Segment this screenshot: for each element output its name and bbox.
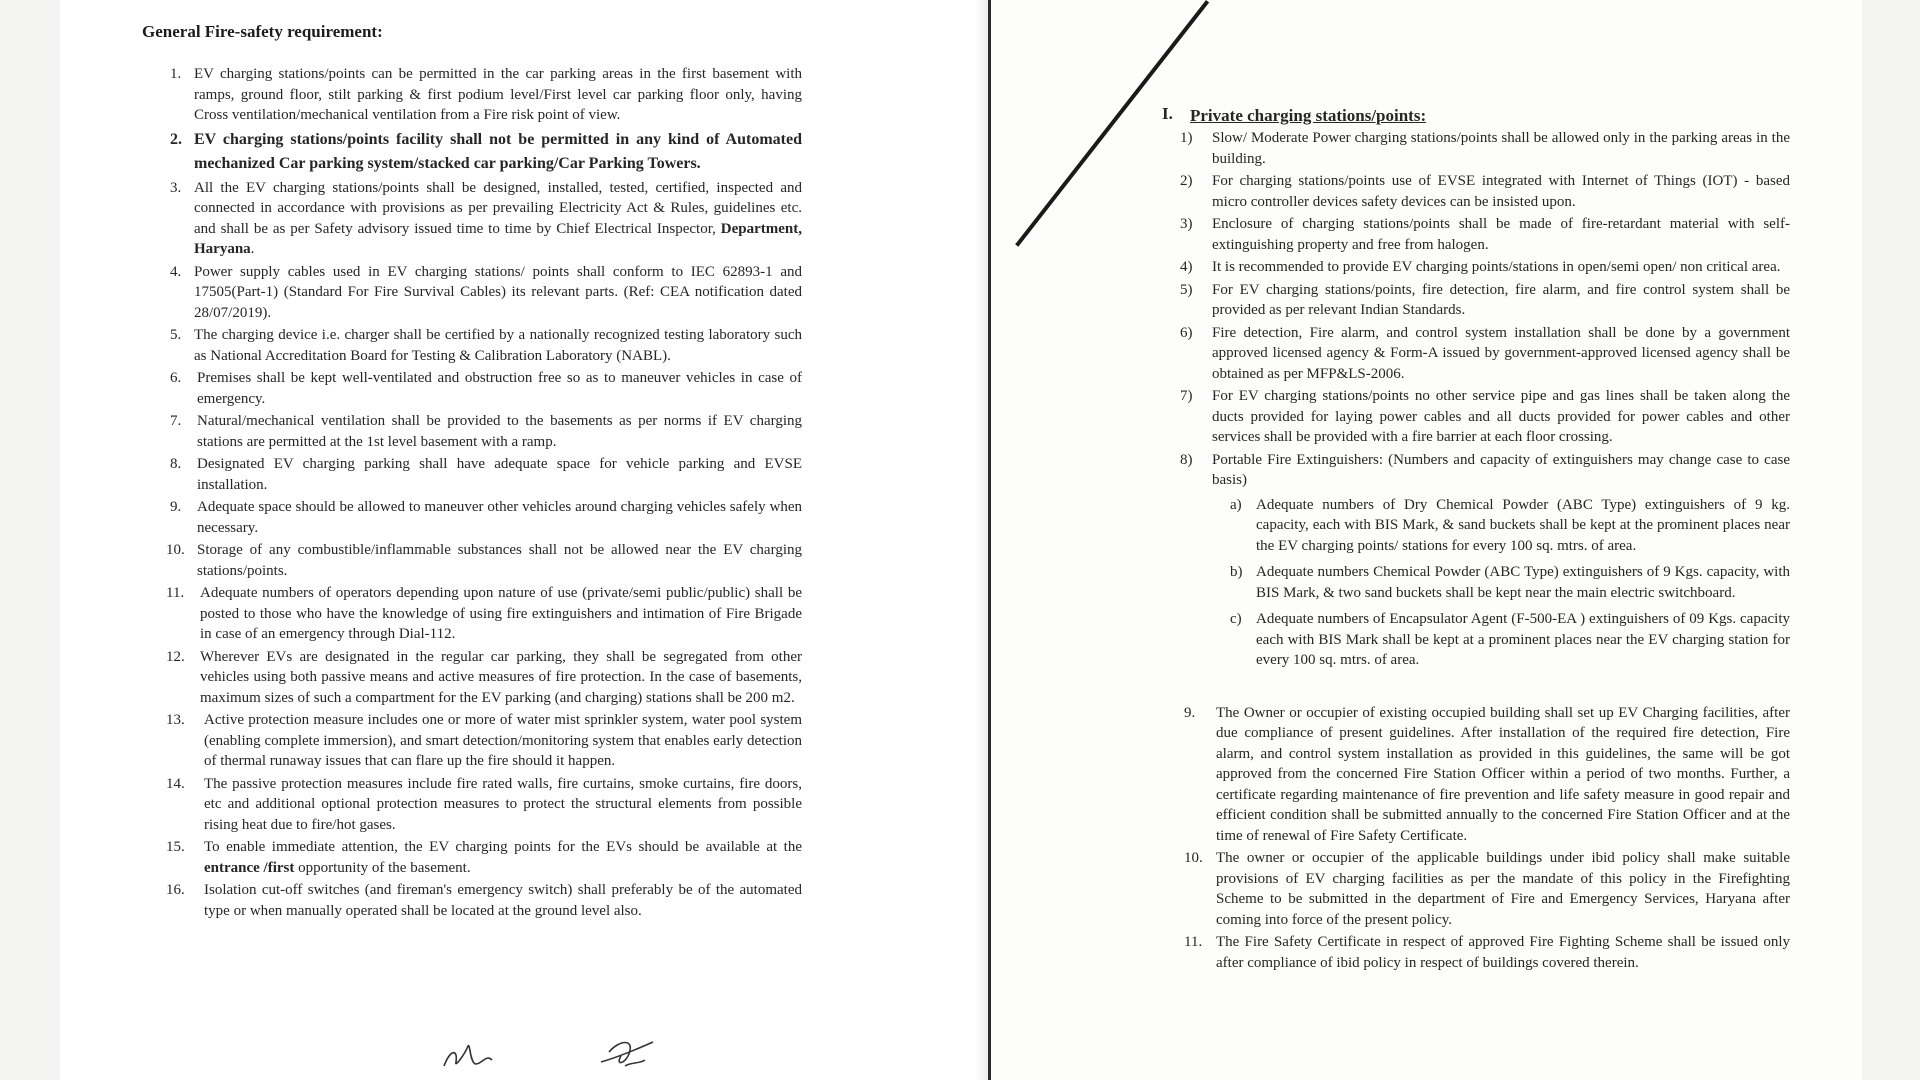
- sub-list-item: a) Adequate numbers of Dry Chemical Powder (ABC Type) extinguishers of 9 kg. capacity, each with BIS Mark, & sand buckets shall be kept at the prominent places near the EV charging points/ stations for every 100 sq. mtrs. of area.: [1230, 496, 1790, 554]
- section-number: I.: [1162, 104, 1173, 123]
- list-item: 1) Slow/ Moderate Power charging stations/points shall be allowed only in the parking areas in the building.: [1180, 130, 1790, 167]
- list-item: 6) Fire detection, Fire alarm, and control system installation shall be done by a government approved licensed agency & Form-A issued by government-approved licensed agency shall be obtained as per MFP&LS-2006.: [1180, 324, 1790, 382]
- right-requirements-list: [1178, 128, 1790, 975]
- list-item: 9. Adequate space should be allowed to maneuver other vehicles around charging vehicles safely when necessary.: [170, 499, 802, 536]
- list-item: 11. The Fire Safety Certificate in respect of approved Fire Fighting Scheme shall be issued only after compliance of ibid policy in respect of buildings covered therein.: [1184, 934, 1790, 971]
- signature-mark: [595, 1032, 665, 1072]
- list-item: 7. Natural/mechanical ventilation shall be provided to the basements as per norms if EV charging stations are permitted at the 1st level basement with a ramp.: [170, 413, 802, 450]
- list-item: 3) Enclosure of charging stations/points shall be made of fire-retardant material with self-extinguishing property and free from halogen.: [1180, 216, 1790, 253]
- list-item: 6. Premises shall be kept well-ventilated and obstruction free so as to maneuver vehicles in case of emergency.: [170, 370, 802, 407]
- list-item: 10. Storage of any combustible/inflammable substances shall not be allowed near the EV charging stations/points.: [166, 542, 802, 579]
- list-item: 2) For charging stations/points use of EVSE integrated with Internet of Things (IOT) - based micro controller devices safety devices can be insisted upon.: [1180, 173, 1790, 210]
- list-item: 8. Designated EV charging parking shall have adequate space for vehicle parking and EVSE installation.: [170, 456, 802, 493]
- list-item: 15. To enable immediate attention, the EV charging points for the EVs should be available at the entrance /first opportunity of the basement.: [166, 839, 802, 876]
- list-item: 12. Wherever EVs are designated in the regular car parking, they shall be segregated from other vehicles using both passive means and active measures of fire protection. In the case of basements, maximum sizes of such a compartment for the EV parking (and charging) stations shall be 200 m2.: [166, 648, 802, 706]
- list-item: 9. The Owner or occupier of existing occupied building shall set up EV Charging facilities, after due compliance of present guidelines. After installation of the required fire detection, Fire alarm, and control system installation as provided in this guidelines, the same will be got approved from the concerned Fire Station Officer within a period of two months. Further, a certificate regarding maintenance of fire prevention and life safety measure in good repair and efficient condition shall be submitted annually to the concerned Fire Station Officer and at the time of renewal of Fire Safety Certificate.: [1184, 704, 1790, 844]
- left-page-heading: General Fire-safety requirement:: [142, 22, 383, 41]
- page-gutter: [988, 0, 991, 1080]
- extinguisher-sub-list: [1178, 495, 1790, 671]
- left-requirements-list: [142, 64, 802, 923]
- signature-mark: [440, 1040, 500, 1072]
- sub-list-item: b) Adequate numbers Chemical Powder (ABC Type) extinguishers of 9 Kgs. capacity, with BIS Mark, & two sand buckets shall be kept near the main electric switchboard.: [1230, 564, 1790, 601]
- list-item: 8) Portable Fire Extinguishers: (Numbers and capacity of extinguishers may change case to case basis): [1180, 451, 1790, 488]
- list-item: 13. Active protection measure includes one or more of water mist sprinkler system, water pool system (enabling complete immersion), and smart detection/monitoring system that enables early detection of thermal runaway issues that can flare up the fire should it happen.: [166, 712, 802, 769]
- list-item: 1. EV charging stations/points can be permitted in the car parking areas in the first basement with ramps, ground floor, stilt parking & first podium level/First level car parking floor only, having Cross ventilation/mechanical ventilation from a Fire risk point of view.: [170, 66, 802, 123]
- list-item: 16. Isolation cut-off switches (and fireman's emergency switch) shall preferably be of the automated type or when manually operated shall be located at the ground level also.: [166, 882, 802, 919]
- sub-list-item: c) Adequate numbers of Encapsulator Agent (F-500-EA ) extinguishers of 09 Kgs. capacity each with BIS Mark shall be kept at a prominent places near the EV charging station for every 100 sq. mtrs. of area.: [1230, 611, 1790, 668]
- list-item: 7) For EV charging stations/points no other service pipe and gas lines shall be taken along the ducts provided for laying power cables and all ducts provided for power cables and other services shall be provided with a fire barrier at each floor crossing.: [1180, 388, 1790, 445]
- list-item: 2. EV charging stations/points facility shall not be permitted in any kind of Automated mechanized Car parking system/stacked car parking/Car Parking Towers.: [170, 130, 802, 172]
- list-item: 5) For EV charging stations/points, fire detection, fire alarm, and fire control system shall be provided as per relevant Indian Standards.: [1180, 281, 1790, 318]
- list-item: 4. Power supply cables used in EV charging stations/ points shall conform to IEC 62893-1 and 17505(Part-1) (Standard For Fire Survival Cables) its relevant parts. (Ref: CEA notification dated 28/07/2019).: [170, 263, 802, 321]
- list-item: 3. All the EV charging stations/points shall be designed, installed, tested, certified, inspected and connected in accordance with provisions as per prevailing Electricity Act & Rules, guidelines etc. and shall be as per Safety advisory issued time to time by Chief Electrical Inspector, Department, Haryana.: [170, 179, 802, 257]
- page-gutter-shadow: [975, 0, 989, 1080]
- spacer: [1178, 677, 1790, 703]
- list-item: 4) It is recommended to provide EV charging points/stations in open/semi open/ non critical area.: [1180, 259, 1781, 275]
- list-item: 10. The owner or occupier of the applicable buildings under ibid policy shall make suitable provisions of EV charging facilities as per the mandate of this policy in the Firefighting Scheme to be submitted in the department of Fire and Emergency Services, Haryana after coming into force of the present policy.: [1184, 850, 1790, 928]
- list-item: 5. The charging device i.e. charger shall be certified by a nationally recognized testing laboratory such as National Accreditation Board for Testing & Calibration Laboratory (NABL).: [170, 327, 802, 364]
- list-item: 14. The passive protection measures include fire rated walls, fire curtains, smoke curtains, fire doors, etc and additional optional protection measures to protect the structural elements from possible rising heat due to fire/hot gases.: [166, 775, 802, 833]
- section-title: Private charging stations/points:: [1190, 106, 1427, 125]
- list-item: 11. Adequate numbers of operators depending upon nature of use (private/semi public/public) shall be posted to those who have the knowledge of using fire extinguishers and intimation of Fire Brigade in case of an emergency through Dial-112.: [166, 585, 802, 642]
